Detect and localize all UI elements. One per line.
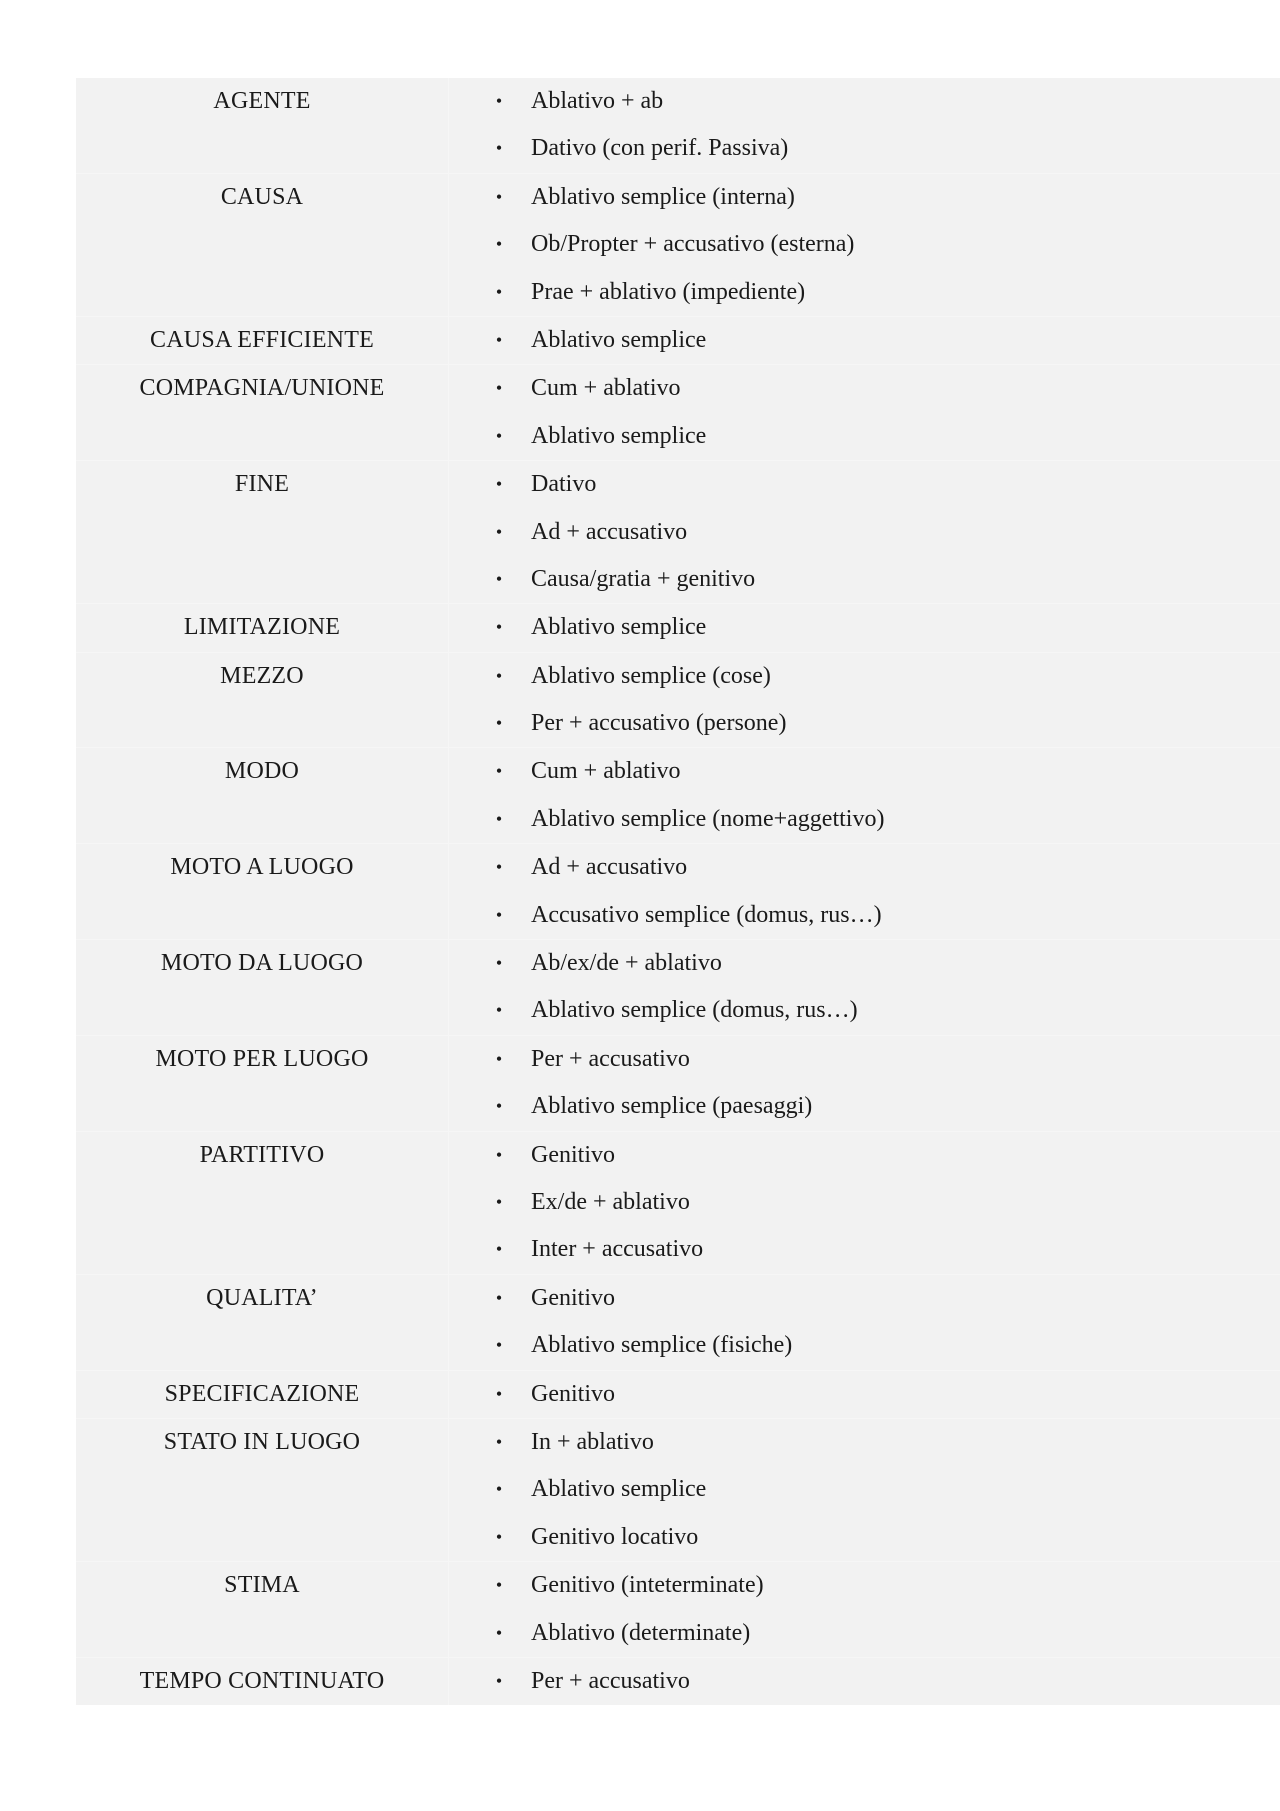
list-item: [77, 1371, 1280, 1418]
complement-term-label: MOTO A LUOGO: [170, 854, 354, 881]
complement-term-label: STIMA: [224, 1572, 300, 1599]
bullet-icon: •: [495, 568, 503, 589]
construction-text: Genitivo: [531, 1141, 615, 1168]
table-row: [76, 1274, 1280, 1370]
table-row: [76, 78, 1280, 173]
bullet-icon: •: [495, 1287, 503, 1308]
list-item: [77, 1179, 1280, 1226]
complement-term-label: CAUSA EFFICIENTE: [150, 326, 374, 353]
construction-list: [448, 604, 1280, 651]
bullet-icon: •: [495, 1191, 503, 1212]
list-item: [77, 317, 1280, 364]
complement-term-label: FINE: [234, 471, 290, 498]
table-row: [76, 1418, 1280, 1561]
list-item: [77, 1275, 1280, 1322]
construction-text: Per + accusativo (persone): [531, 710, 787, 737]
bullet-icon: •: [495, 138, 503, 159]
construction-list: [448, 1658, 1280, 1705]
list-item: [77, 653, 1280, 700]
construction-list: [448, 317, 1280, 364]
construction-list: [448, 940, 1280, 1035]
list-item: [77, 844, 1280, 891]
bullet-icon: •: [495, 281, 503, 302]
construction-list: [448, 1132, 1280, 1274]
list-item: [77, 1466, 1280, 1513]
bullet-icon: •: [495, 1670, 503, 1691]
bullet-icon: •: [495, 378, 503, 399]
complement-term-label: STATO IN LUOGO: [163, 1428, 361, 1455]
table-row: [76, 1370, 1280, 1418]
bullet-icon: •: [495, 617, 503, 638]
complement-term-label: TEMPO CONTINUATO: [139, 1667, 385, 1694]
table-row: [76, 1131, 1280, 1274]
construction-text: Genitivo locativo: [531, 1523, 699, 1550]
construction-text: Cum + ablativo: [531, 758, 681, 785]
list-item: [77, 1083, 1280, 1130]
list-item: [77, 748, 1280, 795]
bullet-icon: •: [495, 91, 503, 111]
table-row: [76, 1561, 1280, 1657]
list-item: [77, 556, 1280, 603]
construction-list: [448, 1419, 1280, 1561]
complement-term-label: MOTO DA LUOGO: [160, 950, 364, 977]
list-item: [77, 221, 1280, 268]
construction-text: Inter + accusativo: [531, 1236, 704, 1263]
construction-text: Ob/Propter + accusativo (esterna): [531, 231, 855, 258]
construction-text: Dativo: [531, 471, 597, 498]
construction-text: Per + accusativo: [531, 1667, 690, 1694]
bullet-icon: •: [495, 1526, 503, 1547]
list-item: [77, 1658, 1280, 1705]
construction-text: Prae + ablativo (impediente): [531, 278, 806, 305]
bullet-icon: •: [495, 1335, 503, 1356]
bullet-icon: •: [495, 665, 503, 686]
construction-text: Causa/gratia + genitivo: [531, 565, 756, 592]
bullet-icon: •: [495, 329, 503, 350]
list-item: [77, 796, 1280, 843]
complement-term-label: QUALITA’: [206, 1284, 318, 1311]
complement-term-label: COMPAGNIA/UNIONE: [139, 375, 385, 402]
list-item: [77, 987, 1280, 1034]
bullet-icon: •: [495, 953, 503, 974]
bullet-icon: •: [495, 474, 503, 495]
bullet-icon: •: [495, 904, 503, 925]
construction-list: [448, 1371, 1280, 1418]
construction-list: [448, 653, 1280, 748]
construction-list: [448, 748, 1280, 843]
table-row: [76, 747, 1280, 843]
construction-text: Ablativo semplice (interna): [531, 183, 795, 210]
complement-term-label: LIMITAZIONE: [183, 614, 341, 641]
table-row: [76, 603, 1280, 651]
bullet-icon: •: [495, 1239, 503, 1260]
construction-text: Ad + accusativo: [531, 518, 688, 545]
construction-list: [448, 461, 1280, 603]
complement-term-label: MOTO PER LUOGO: [155, 1045, 369, 1072]
construction-text: Ablativo semplice: [531, 614, 707, 641]
table-row: [76, 364, 1280, 460]
construction-text: Ab/ex/de + ablativo: [531, 950, 722, 977]
table-row: [76, 843, 1280, 939]
construction-text: Ablativo + ab: [531, 88, 664, 114]
bullet-icon: •: [495, 1479, 503, 1500]
construction-text: Per + accusativo: [531, 1045, 690, 1072]
list-item: [77, 269, 1280, 316]
bullet-icon: •: [495, 713, 503, 734]
construction-text: Genitivo: [531, 1380, 615, 1407]
construction-list: [448, 1275, 1280, 1370]
construction-text: Ablativo semplice: [531, 422, 707, 449]
list-item: [77, 1322, 1280, 1369]
construction-text: Dativo (con perif. Passiva): [531, 135, 789, 162]
list-item: [77, 1419, 1280, 1466]
bullet-icon: •: [495, 1096, 503, 1117]
construction-text: Ablativo semplice (nome+aggettivo): [531, 805, 885, 832]
bullet-icon: •: [495, 1622, 503, 1643]
construction-text: Ex/de + ablativo: [531, 1188, 690, 1215]
table-row: [76, 939, 1280, 1035]
table-row: [76, 316, 1280, 364]
complement-term-label: PARTITIVO: [199, 1141, 325, 1168]
bullet-icon: •: [495, 1144, 503, 1165]
list-item: [77, 940, 1280, 987]
complement-term-label: MODO: [224, 758, 300, 785]
list-item: [77, 1562, 1280, 1609]
bullet-icon: •: [495, 1048, 503, 1069]
construction-text: Ablativo semplice (fisiche): [531, 1332, 793, 1359]
table-row: [76, 1035, 1280, 1131]
list-item: [77, 413, 1280, 460]
bullet-icon: •: [495, 808, 503, 829]
bullet-icon: •: [495, 425, 503, 446]
list-item: [77, 174, 1280, 221]
construction-list: [448, 174, 1280, 316]
construction-text: In + ablativo: [531, 1428, 654, 1455]
bullet-icon: •: [495, 1383, 503, 1404]
table-row: [76, 173, 1280, 316]
list-item: [77, 461, 1280, 508]
table-row: [76, 652, 1280, 748]
bullet-icon: •: [495, 1575, 503, 1596]
list-item: [77, 604, 1280, 651]
list-item: [77, 700, 1280, 747]
construction-text: Ablativo semplice (cose): [531, 662, 771, 689]
construction-text: Genitivo: [531, 1284, 615, 1311]
list-item: [77, 78, 1280, 125]
construction-text: Cum + ablativo: [531, 375, 681, 402]
bullet-icon: •: [495, 521, 503, 542]
construction-list: [448, 844, 1280, 939]
bullet-icon: •: [495, 761, 503, 782]
complements-table: [76, 78, 1280, 1705]
bullet-icon: •: [495, 857, 503, 878]
complement-term-label: SPECIFICAZIONE: [164, 1380, 360, 1407]
complement-term-label: AGENTE: [213, 88, 311, 114]
construction-list: [448, 1036, 1280, 1131]
construction-text: Genitivo (inteterminate): [531, 1572, 764, 1599]
list-item: [77, 1036, 1280, 1083]
bullet-icon: •: [495, 186, 503, 207]
list-item: [77, 1226, 1280, 1273]
construction-text: Ablativo (determinate): [531, 1619, 751, 1646]
table-row: [76, 1657, 1280, 1705]
construction-list: [448, 365, 1280, 460]
list-item: [77, 125, 1280, 172]
list-item: [77, 892, 1280, 939]
complement-term-label: CAUSA: [220, 183, 304, 210]
construction-list: [448, 1562, 1280, 1657]
list-item: [77, 1610, 1280, 1657]
bullet-icon: •: [495, 234, 503, 255]
bullet-icon: •: [495, 1431, 503, 1452]
construction-text: Ablativo semplice: [531, 326, 707, 353]
construction-text: Ablativo semplice (domus, rus…): [531, 997, 858, 1024]
construction-text: Ablativo semplice: [531, 1476, 707, 1503]
complement-term-label: MEZZO: [220, 662, 304, 689]
list-item: [77, 509, 1280, 556]
construction-list: [448, 78, 1280, 173]
table-row: [76, 460, 1280, 603]
list-item: [77, 365, 1280, 412]
bullet-icon: •: [495, 1000, 503, 1021]
list-item: [77, 1132, 1280, 1179]
construction-text: Ablativo semplice (paesaggi): [531, 1093, 813, 1120]
list-item: [77, 1514, 1280, 1561]
construction-text: Accusativo semplice (domus, rus…): [531, 901, 882, 928]
construction-text: Ad + accusativo: [531, 854, 688, 881]
